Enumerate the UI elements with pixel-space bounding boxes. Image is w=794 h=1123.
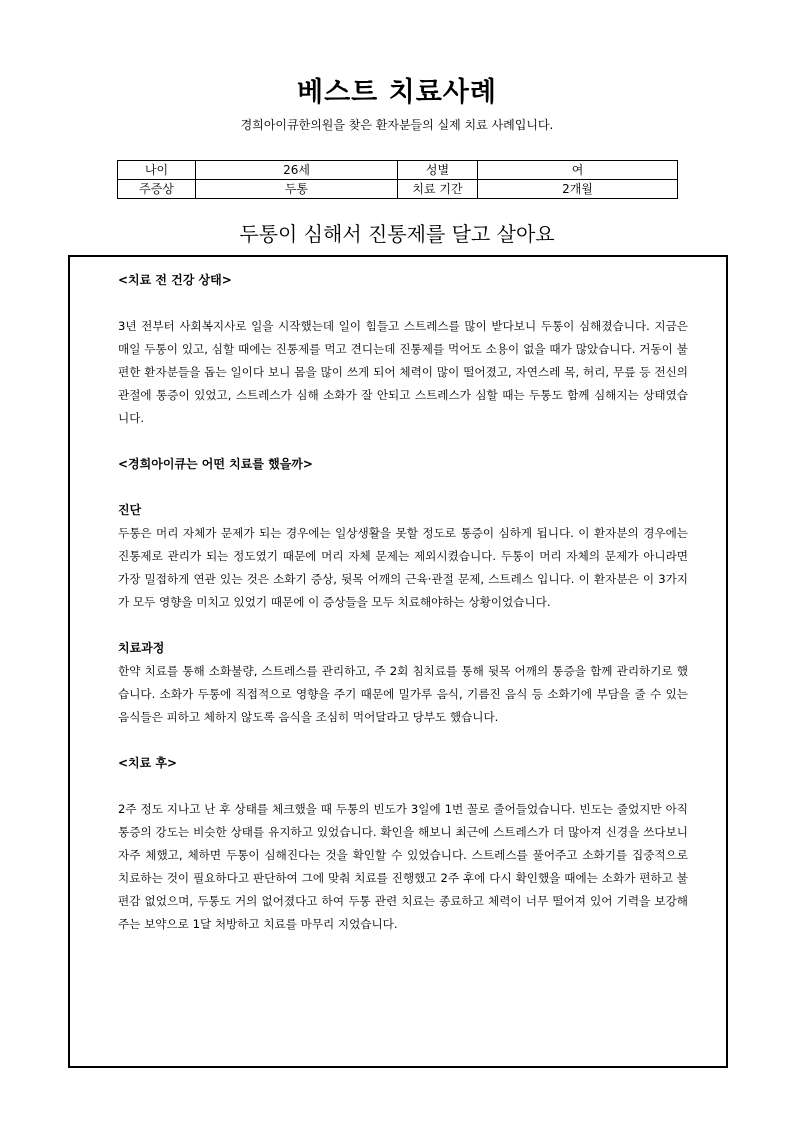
age-value: 26세 bbox=[196, 161, 398, 180]
patient-info-table bbox=[117, 160, 678, 199]
diagnosis-text: 두통은 머리 자체가 문제가 되는 경우에는 일상생활을 못할 정도로 통증이 심하게 됩니다. 이 환자분의 경우에는 진통제로 관리가 되는 정도였기 때문에 머리 자체 문제는 제외시켰습니다. 두통이 머리 자체의 문제가 아니라면 가장 밀접하게 연관 있는 것은 소화기 증상, 뒷목 어깨의 근육·관절 문제, 스트레스 입니다. 이 환자분은 이 3가지가 모두 영향을 미치고 있었기 때문에 이 증상들을 모두 치료해야하는 상황이었습니다. bbox=[118, 526, 688, 609]
after-heading: <치료 후> bbox=[118, 756, 178, 770]
process-heading: 치료과정 bbox=[118, 641, 165, 655]
page-subtitle: 경희아이큐한의원을 찾은 환자분들의 실제 치료 사례입니다. bbox=[240, 118, 554, 132]
diagnosis-heading: 진단 bbox=[118, 503, 142, 517]
table-row bbox=[118, 161, 678, 180]
table-row bbox=[118, 180, 678, 199]
gender-value: 여 bbox=[478, 161, 678, 180]
process-text: 한약 치료를 통해 소화불량, 스트레스를 관리하고, 주 2회 침치료를 통해 뒷목 어깨의 통증을 함께 관리하기로 했습니다. 소화가 두통에 직접적으로 영향을 주기 때문에 밀가루 음식, 기름진 음식 등 소화기에 부담을 줄 수 있는 음식들은 피하고 체하지 않도록 음식을 조심히 먹어달라고 당부도 했습니다. bbox=[118, 664, 688, 724]
symptom-value: 두통 bbox=[196, 180, 398, 199]
case-content bbox=[118, 269, 688, 936]
before-text: 3년 전부터 사회복지사로 일을 시작했는데 일이 힘들고 스트레스를 많이 받다보니 두통이 심해졌습니다. 지금은 매일 두통이 있고, 심할 때에는 진통제를 먹고 견디는데 진통제를 먹어도 소용이 없을 때가 많았습니다. 거동이 불편한 환자분들을 돕는 일이다 보니 몸을 많이 쓰게 되어 체력이 많이 떨어졌고, 자연스레 목, 허리, 무릎 등 전신의 관절에 통증이 있었고, 스트레스가 심해 소화가 잘 안되고 스트레스가 심할 때는 두통도 함께 심해지는 상태였습니다. bbox=[118, 319, 688, 425]
page-title: 베스트 치료사례 bbox=[297, 77, 497, 108]
treatment-heading: <경희아이큐는 어떤 치료를 했을까> bbox=[118, 457, 313, 471]
gender-label: 성별 bbox=[398, 161, 478, 180]
case-title: 두통이 심해서 진통제를 달고 살아요 bbox=[239, 222, 555, 246]
case-content-box bbox=[68, 255, 728, 1068]
symptom-label: 주증상 bbox=[118, 180, 196, 199]
before-heading: <치료 전 건강 상태> bbox=[118, 273, 232, 287]
age-label: 나이 bbox=[118, 161, 196, 180]
after-text: 2주 정도 지나고 난 후 상태를 체크했을 때 두통의 빈도가 3일에 1번 꼴로 줄어들었습니다. 빈도는 줄었지만 아직 통증의 강도는 비슷한 상태를 유지하고 있었습니다. 확인을 해보니 최근에 스트레스가 더 많아져 신경을 쓰다보니 자주 체했고, 체하면 두통이 심해진다는 것을 확인할 수 있었습니다. 스트레스를 풀어주고 소화기를 집중적으로 치료하는 것이 필요하다고 판단하여 그에 맞춰 치료를 진행했고 2주 후에 다시 확인했을 때에는 소화가 편하고 불편감 없었으며, 두통도 거의 없어졌다고 하여 두통 관련 치료는 종료하고 체력이 너무 떨어져 있어 기력을 보강해주는 보약으로 1달 처방하고 치료를 마무리 지었습니다. bbox=[118, 802, 688, 931]
period-value: 2개월 bbox=[478, 180, 678, 199]
period-label: 치료 기간 bbox=[398, 180, 478, 199]
